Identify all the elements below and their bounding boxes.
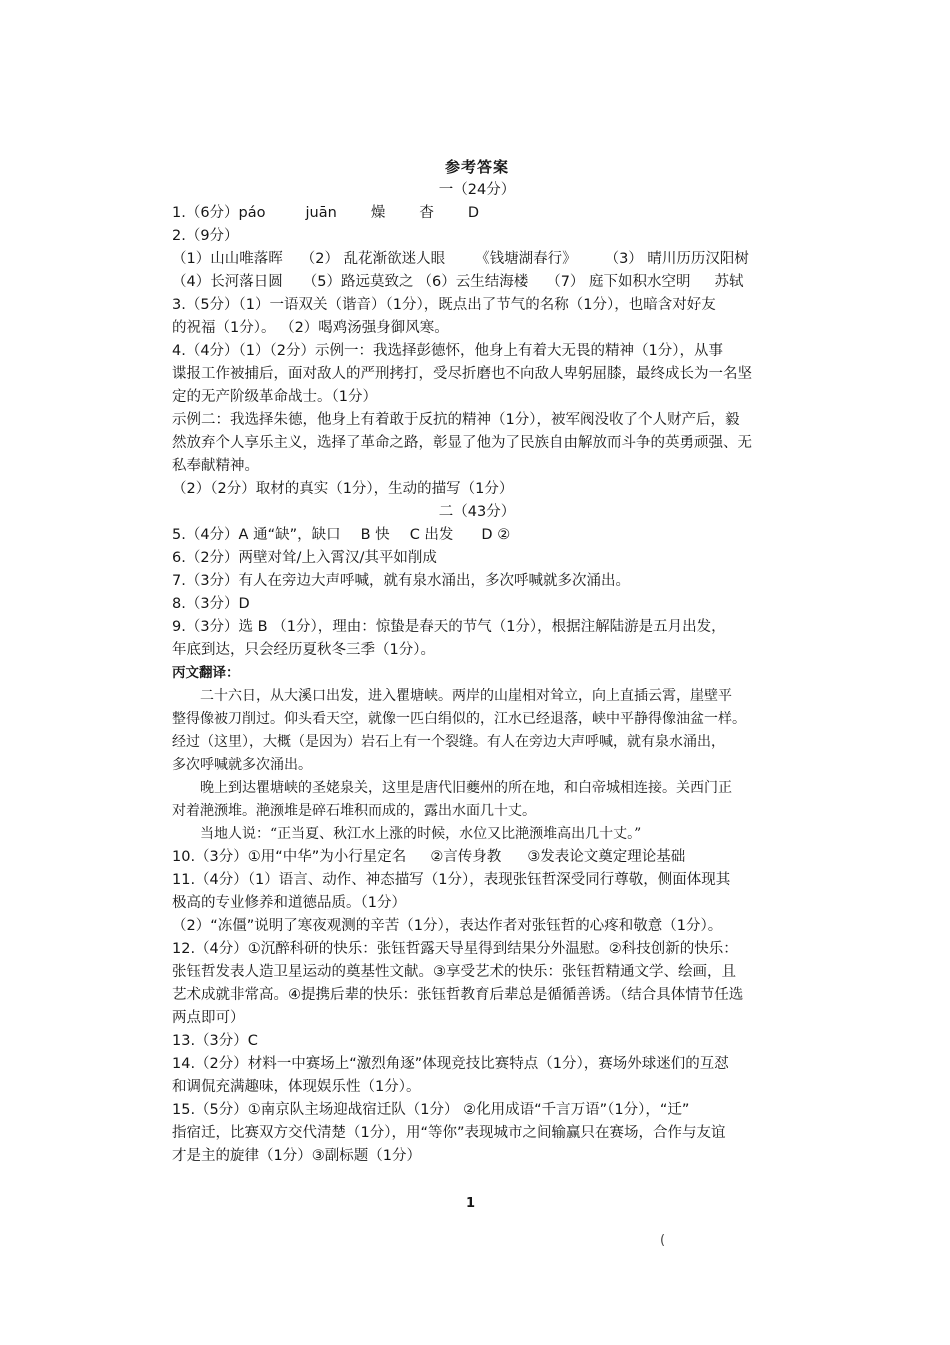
q2-item-1: （1）山山唯落晖 (172, 251, 283, 267)
translation-p1-line1: 二十六日，从大溪口出发，进入瞿塘峡。两岸的山崖相对耸立，向上直插云霄，崖壁平 (200, 688, 732, 704)
q5-a: 5.（4分）A 通“缺”，缺口 (172, 527, 341, 543)
q2-item-6: （6）云生结海楼 (417, 274, 529, 290)
answer-q3-line2: 的祝福（1分）。 （2）喝鸡汤强身御风寒。 (172, 320, 449, 336)
q5-c: C 出发 (409, 527, 454, 543)
answer-q2-row1 (172, 248, 782, 271)
q2-item-3: （3） 晴川历历汉阳树 (604, 251, 749, 267)
q1-d: D (467, 205, 479, 221)
answer-q4-line1: 4.（4分）（1）（2分）示例一：我选择彭德怀，他身上有着大无畏的精神（1分），从事 (172, 343, 723, 359)
answer-q2-head: 2.（9分） (172, 228, 239, 244)
answer-q4-line3: 定的无产阶级革命战士。（1分） (172, 389, 377, 405)
answer-q12-line1: 12.（4分）①沉醉科研的快乐：张钰哲露天导星得到结果分外温慰。②科技创新的快乐： (172, 941, 738, 957)
answer-q3-line1: 3.（5分）（1）一语双关（谐音）（1分），既点出了节气的名称（1分），也暗含对好友 (172, 297, 716, 313)
answer-q12-line3: 艺术成就非常高。④提携后辈的快乐：张钰哲教育后辈总是循循善诱。（结合具体情节任选 (172, 987, 744, 1003)
answer-q6: 6.（2分）两壁对耸/上入霄汉/其平如削成 (172, 550, 437, 566)
answer-q13: 13.（3分）C (172, 1033, 258, 1049)
answer-q11-line1: 11.（4分）（1）语言、动作、神态描写（1分），表现张钰哲深受同行尊敬，侧面体现其 (172, 872, 731, 888)
q10-point-1: 10.（3分）①用“中华”为小行星定名 (172, 849, 407, 865)
translation-paragraph-2 (172, 777, 782, 823)
answer-q14-line2: 和调侃充满趣味，体现娱乐性（1分）。 (172, 1079, 421, 1095)
section-one-heading: 一（24分） (438, 182, 516, 198)
translation-p1-line4: 多次呼喊就多次涌出。 (172, 757, 312, 773)
translation-p2-line1: 晚上到达瞿塘峡的圣姥泉关，这里是唐代旧夔州的所在地，和白帝城相连接。关西门正 (200, 780, 732, 796)
translation-p1-line2: 整得像被刀削过。仰头看天空，就像一匹白绢似的，江水已经退落，峡中平静得像油盆一样。 (172, 711, 746, 727)
answer-q10 (172, 846, 782, 869)
translation-paragraph-3: 当地人说：“正当夏、秋江水上涨的时候，水位又比滟滪堆高出几十丈。” (200, 826, 642, 842)
answer-q4-line2: 谍报工作被捕后，面对敌人的严刑拷打，受尽折磨也不向敌人卑躬屈膝，最终成长为一名坚 (172, 366, 752, 382)
answer-q4-line6: 私奉献精神。 (172, 458, 259, 474)
answer-q15-line3: 才是主的旋律（1分）③副标题（1分） (172, 1148, 421, 1164)
answer-q15-line1: 15.（5分）①南京队主场迎战宿迁队（1分） ②化用成语“千言万语”（1分），“迁” (172, 1102, 690, 1118)
q5-b: B 快 (360, 527, 390, 543)
page-number: 1 (466, 1196, 476, 1211)
q2-item-2: （2） 乱花渐欲迷人眼 (300, 251, 446, 267)
answer-q7: 7.（3分）有人在旁边大声呼喊，就有泉水涌出，多次呼喊就多次涌出。 (172, 573, 631, 589)
section-two-heading: 二（43分） (438, 504, 516, 520)
q1-head: 1.（6分）páo (172, 205, 266, 221)
answer-q11-line2: 极高的专业修养和道德品质。（1分） (172, 895, 406, 911)
answer-content (172, 156, 782, 1168)
q5-d: D ② (481, 527, 511, 543)
q1-a: juān (305, 205, 337, 221)
q2-item-2-source: 《钱塘湖春行》 (475, 251, 577, 267)
q2-item-4: （4）长河落日圆 (172, 274, 283, 290)
q2-item-5: （5）路远莫致之 (302, 274, 414, 290)
answer-q14-line1: 14.（2分）材料一中赛场上“激烈角逐”体现竞技比赛特点（1分），赛场外球迷们的互怼 (172, 1056, 729, 1072)
q2-item-7-author: 苏轼 (714, 274, 744, 290)
q10-point-3: ③发表论文奠定理论基础 (527, 849, 686, 865)
answer-q11-line3: （2）“冻僵”说明了寒夜观测的辛苦（1分），表达作者对张钰哲的心疼和敬意（1分）。 (172, 918, 723, 934)
answer-q8: 8.（3分）D (172, 596, 250, 612)
answer-q4-line5: 然放弃个人享乐主义，选择了革命之路，彰显了他为了民族自由解放而斗争的英勇顽强、无 (172, 435, 752, 451)
answer-q9-line2: 年底到达，只会经历夏秋冬三季（1分）。 (172, 642, 435, 658)
translation-p1-line3: 经过（这里），大概（是因为）岩石上有一个裂缝。有人在旁边大声呼喊，就有泉水涌出， (172, 734, 725, 750)
translation-label: 丙文翻译： (172, 665, 240, 681)
answer-q12-line4: 两点即可） (172, 1010, 245, 1026)
answer-q4-line7: （2）（2分）取材的真实（1分），生动的描写（1分） (172, 481, 514, 497)
q2-item-7: （7） 庭下如积水空明 (546, 274, 691, 290)
q1-b: 燥 (370, 205, 386, 221)
answer-q12-line2: 张钰哲发表人造卫星运动的奠基性文献。③享受艺术的快乐：张钰哲精通文学、绘画，且 (172, 964, 736, 980)
answer-q2-row2 (172, 271, 782, 294)
q10-point-2: ②言传身教 (430, 849, 502, 865)
answer-q5 (172, 524, 782, 547)
answer-q4-line4: 示例二：我选择朱德，他身上有着敢于反抗的精神（1分），被军阀没收了个人财产后，毅 (172, 412, 740, 428)
answer-q15-line2: 指宿迁，比赛双方交代清楚（1分），用“等你”表现城市之间输赢只在赛场，合作与友谊 (172, 1125, 726, 1141)
page-title: 参考答案 (444, 158, 509, 176)
scan-mark: ( (660, 1233, 666, 1248)
answer-q1 (172, 202, 782, 225)
translation-p2-line2: 对着滟滪堆。滟滪堆是碎石堆积而成的，露出水面几十丈。 (172, 803, 536, 819)
translation-paragraph-1 (172, 685, 782, 777)
answer-q9-line1: 9.（3分）选 B （1分），理由：惊蛰是春天的节气（1分），根据注解陆游是五月出发， (172, 619, 726, 635)
q1-c: 杳 (419, 205, 434, 221)
